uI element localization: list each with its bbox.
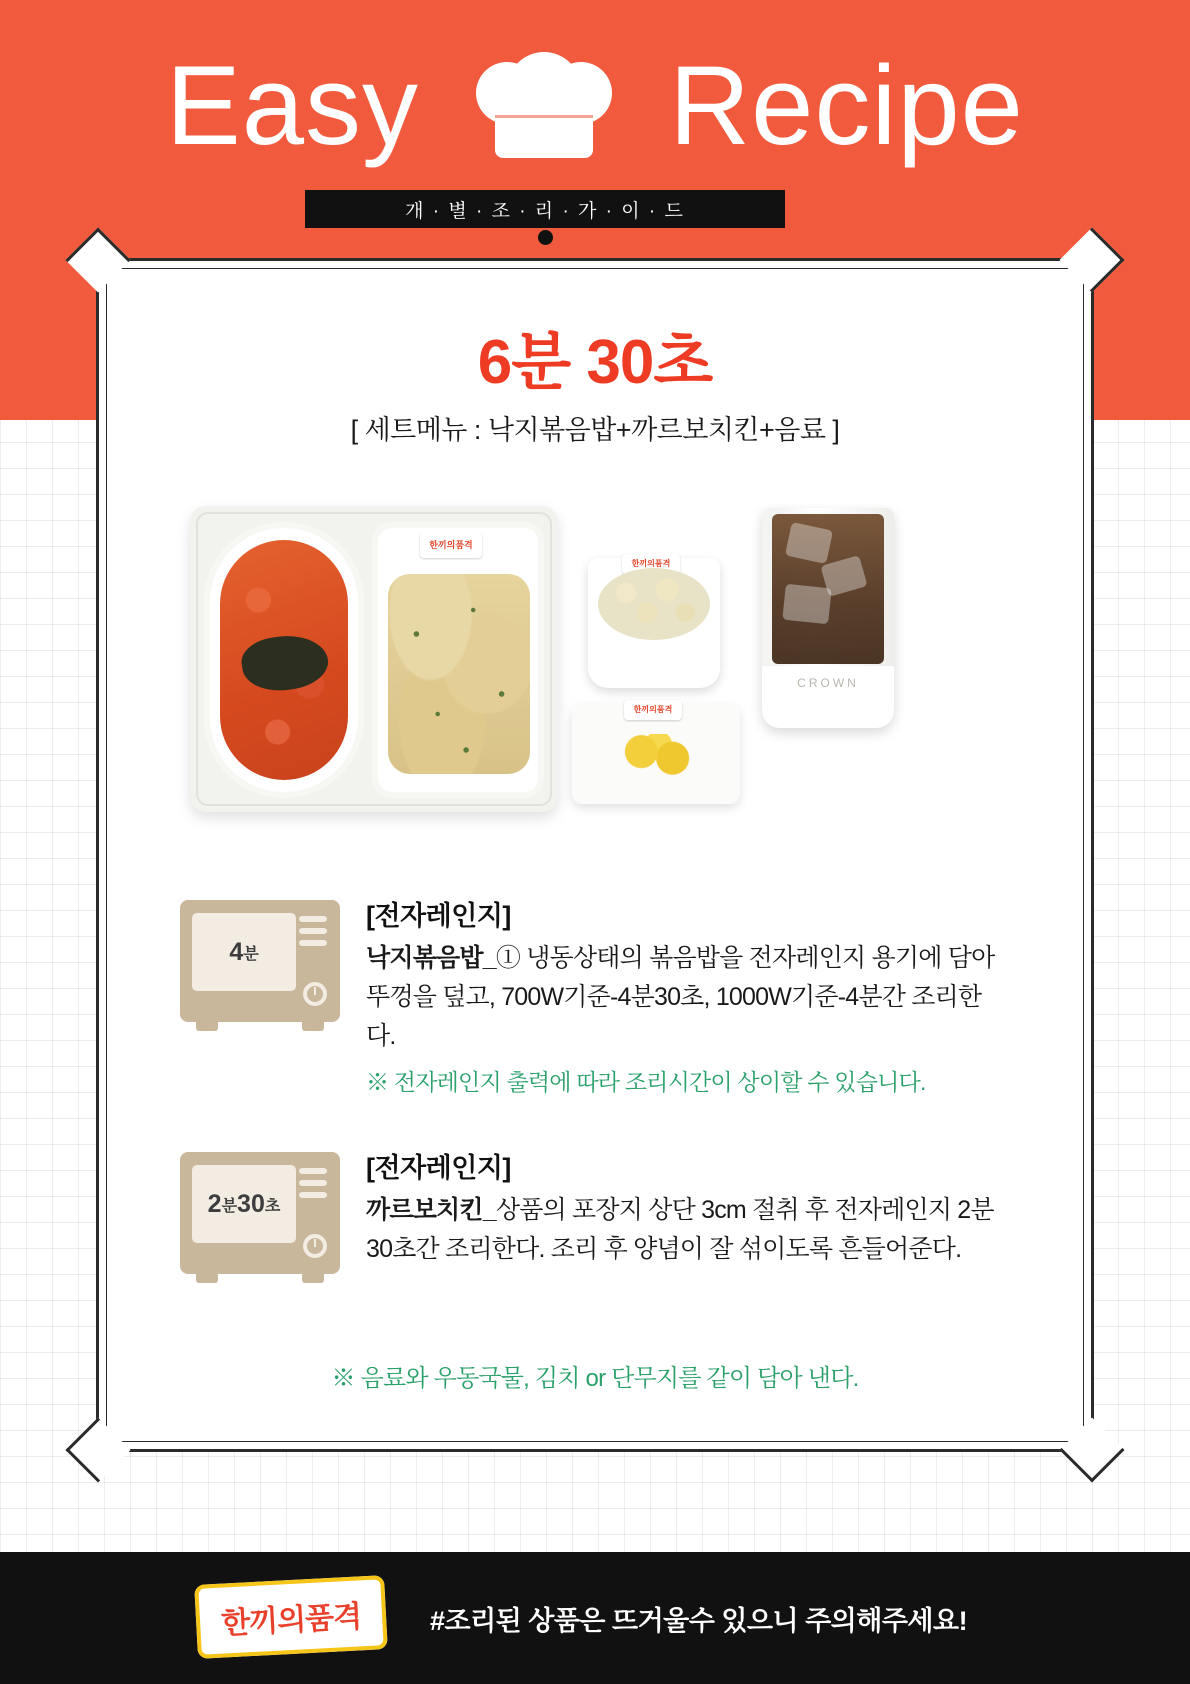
set-menu-label: [ 세트메뉴 : 낙지볶음밥+까르보치킨+음료 ] (350, 415, 840, 445)
total-time: 6분 30초 (477, 328, 713, 397)
step-2-text (366, 1146, 1006, 1269)
timer-unit: 분 (243, 945, 259, 963)
microwave-foot (196, 1274, 218, 1283)
bottom-note: ※ 음료와 우동국물, 김치 or 단무지를 같이 담아 낸다. (331, 1365, 859, 1392)
cup-band-label: CROWN (797, 676, 859, 690)
timer-seconds: 30 (237, 1189, 265, 1218)
timer-value: 4 (229, 937, 244, 966)
chef-hat-icon (469, 46, 619, 166)
octopus-fried-rice (220, 540, 348, 780)
caution-text: #조리된 상품은 뜨거울수 있으니 주의해주세요! (430, 1605, 968, 1636)
microwave-timer-1 (192, 913, 296, 991)
microwave-knob (303, 982, 327, 1006)
timer-value: 2 (207, 1189, 222, 1218)
soup-cup (588, 558, 720, 688)
microwave-foot (302, 1022, 324, 1031)
microwave-vents (299, 916, 327, 952)
brand-logo: 한끼의품격 (194, 1575, 388, 1659)
pickled-radish (618, 734, 696, 778)
step-2-menu: 까르보치킨_ (366, 1196, 496, 1224)
ribbon-dot (538, 230, 553, 245)
step-1-text (366, 894, 1006, 1097)
brand-sticker-soup: 한끼의품격 (622, 554, 680, 574)
cup-band (762, 666, 894, 728)
microwave-icon (180, 900, 340, 1022)
seaweed-topping (239, 630, 332, 695)
microwave-vents (299, 1168, 327, 1204)
brand-sticker-tray: 한끼의품격 (420, 532, 482, 558)
microwave-foot (196, 1022, 218, 1031)
meal-tray (190, 506, 558, 812)
step-1-instruction: ① 냉동상태의 볶음밥을 전자레인지 용기에 담아 뚜껑을 덮고, 700W기준-4분30초, 1000W기준-4분간 조리한다. (366, 944, 995, 1050)
udon-soup (598, 568, 710, 640)
food-photo (190, 492, 1002, 832)
step-2-instruction: 상품의 포장지 상단 3cm 절취 후 전자레인지 2분 30초간 조리한다. 조리 후 양념이 잘 섞이도록 흔들어준다. (366, 1196, 994, 1263)
title-word-easy: Easy (166, 43, 420, 169)
title-word-recipe: Recipe (669, 43, 1024, 169)
step-1-title: [전자레인지] (366, 901, 511, 931)
chicken-compartment (372, 522, 544, 798)
brand-sticker-pickle: 한끼의품격 (624, 700, 682, 720)
microwave-timer-2 (192, 1165, 296, 1243)
microwave-icon (180, 1152, 340, 1274)
step-2-title: [전자레인지] (366, 1153, 511, 1183)
microwave-knob (303, 1234, 327, 1258)
pickle-dish (572, 704, 740, 804)
step-1-note: ※ 전자레인지 출력에 따라 조리시간이 상이할 수 있습니다. (366, 1069, 926, 1095)
carbo-chicken (388, 574, 530, 774)
footer-bar (0, 1552, 1190, 1684)
ice-cube (782, 584, 832, 625)
step-1-menu: 낙지볶음밥_ (366, 944, 496, 972)
timer-unit: 분 (221, 1197, 238, 1215)
step-1-body (366, 939, 1006, 1056)
microwave-foot (302, 1274, 324, 1283)
subtitle-ribbon: 개 · 별 · 조 · 리 · 가 · 이 · 드 (305, 190, 785, 228)
timer-seconds-unit: 초 (264, 1197, 281, 1215)
poster-title (0, 38, 1190, 169)
iced-drink-cup (762, 508, 894, 728)
step-2-body (366, 1191, 1006, 1269)
rice-compartment (204, 522, 364, 798)
